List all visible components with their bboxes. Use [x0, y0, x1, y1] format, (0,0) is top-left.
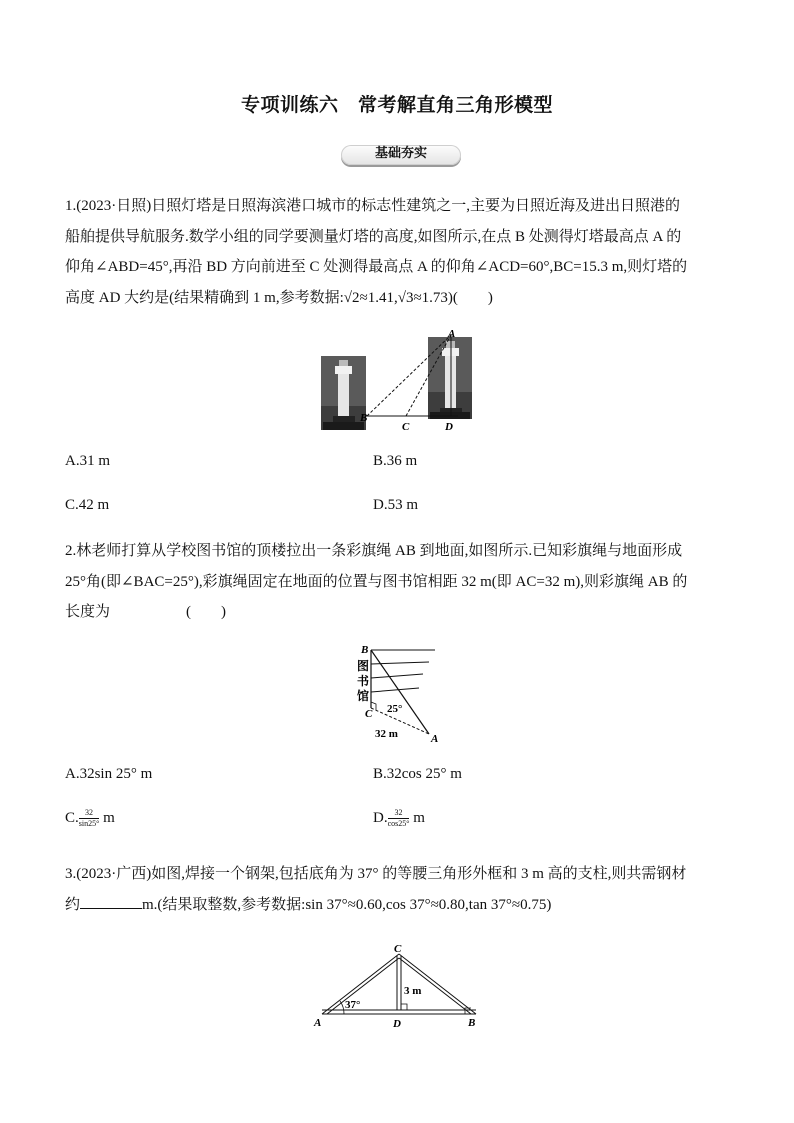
- q2-building-char-2: 书: [357, 674, 370, 688]
- q2-option-c-unit: m: [103, 809, 115, 826]
- q3-figure: [310, 938, 490, 1030]
- q2-option-c-numerator: 32: [79, 808, 100, 819]
- q3-angle-label: 37°: [345, 999, 361, 1011]
- q2-option-d: [373, 808, 425, 829]
- lighthouse-photo-right: [428, 337, 472, 419]
- question-2: [65, 536, 730, 628]
- q2-option-d-fraction: [388, 808, 410, 829]
- q2-distance-label: 32 m: [375, 728, 398, 740]
- q3-label-c: C: [394, 943, 402, 955]
- q3-label-b: B: [468, 1017, 476, 1029]
- q3-line-2-prefix: 约: [65, 896, 81, 913]
- q2-answer-paren: ( ): [186, 604, 227, 620]
- q2-label-b: B: [361, 644, 369, 656]
- question-1: [65, 191, 730, 313]
- q1-line-1: 1.(2023·日照)日照灯塔是日照海滨港口城市的标志性建筑之一,主要为日照近海及进出日照港的: [65, 198, 680, 214]
- q1-option-b: B.36 m: [373, 453, 418, 469]
- q2-line-3-text: 长度为: [65, 604, 111, 620]
- q2-option-a: A.32sin 25° m: [65, 766, 153, 782]
- q2-option-c: [65, 808, 115, 829]
- q1-option-d: D.53 m: [373, 497, 418, 513]
- q2-label-a: A: [431, 733, 439, 745]
- page-title: 专项训练六 常考解直角三角形模型: [240, 94, 553, 116]
- q3-line-1: 3.(2023·广西)如图,焊接一个钢架,包括底角为 37° 的等腰三角形外框和 3 m 高的支柱,则共需钢材: [65, 866, 687, 882]
- q3-answer-blank: [80, 894, 142, 909]
- q1-option-c: C.42 m: [65, 497, 110, 513]
- q1-label-a: A: [448, 328, 456, 340]
- section-badge: 基础夯实: [341, 145, 461, 165]
- q1-figure: [318, 326, 478, 434]
- q2-option-c-prefix: C.: [65, 809, 79, 826]
- q1-label-b: B: [360, 412, 368, 424]
- q3-line-2-suffix: m.(结果取整数,参考数据:sin 37°≈0.60,cos 37°≈0.80,tan 37°≈0.75): [142, 896, 552, 913]
- q2-angle-label: 25°: [387, 703, 403, 715]
- q2-building-char-3: 馆: [357, 689, 370, 703]
- q1-label-c: C: [402, 421, 410, 433]
- q2-line-1: 2.林老师打算从学校图书馆的顶楼拉出一条彩旗绳 AB 到地面,如图所示.已知彩旗绳与地面形成: [65, 543, 683, 559]
- q2-option-b: B.32cos 25° m: [373, 766, 462, 782]
- q1-line-2: 船舶提供导航服务.数学小组的同学要测量灯塔的高度,如图所示,在点 B 处测得灯塔最高点 A 的: [65, 228, 682, 245]
- q2-line-2: 25°角(即∠BAC=25°),彩旗绳固定在地面的位置与图书馆相距 32 m(即 AC=32 m),则彩旗绳 AB 的: [65, 573, 688, 590]
- q2-option-d-denominator: cos25°: [387, 819, 410, 828]
- q1-option-a: A.31 m: [65, 453, 110, 469]
- q2-option-d-unit: m: [413, 809, 425, 826]
- q2-building-char-1: 图: [357, 659, 370, 673]
- q3-height-label: 3 m: [404, 985, 422, 997]
- q2-label-c: C: [365, 708, 373, 720]
- q1-line-4: 高度 AD 大约是(结果精确到 1 m,参考数据:√2≈1.41,√3≈1.73)( ): [65, 289, 493, 306]
- question-3: [65, 859, 730, 920]
- q2-figure: [355, 640, 445, 746]
- q3-line-2: [65, 890, 730, 921]
- q1-label-d: D: [445, 421, 453, 433]
- q2-option-d-numerator: 32: [388, 808, 410, 819]
- q3-label-a: A: [314, 1017, 322, 1029]
- q2-line-3: [65, 597, 730, 628]
- q2-option-c-fraction: [79, 808, 100, 829]
- q2-option-c-denominator: sin25°: [78, 819, 100, 828]
- q2-option-d-prefix: D.: [373, 809, 388, 826]
- q3-label-d: D: [393, 1018, 401, 1030]
- q1-line-3: 仰角∠ABD=45°,再沿 BD 方向前进至 C 处测得最高点 A 的仰角∠ACD=60°,BC=15.3 m,则灯塔的: [65, 259, 688, 275]
